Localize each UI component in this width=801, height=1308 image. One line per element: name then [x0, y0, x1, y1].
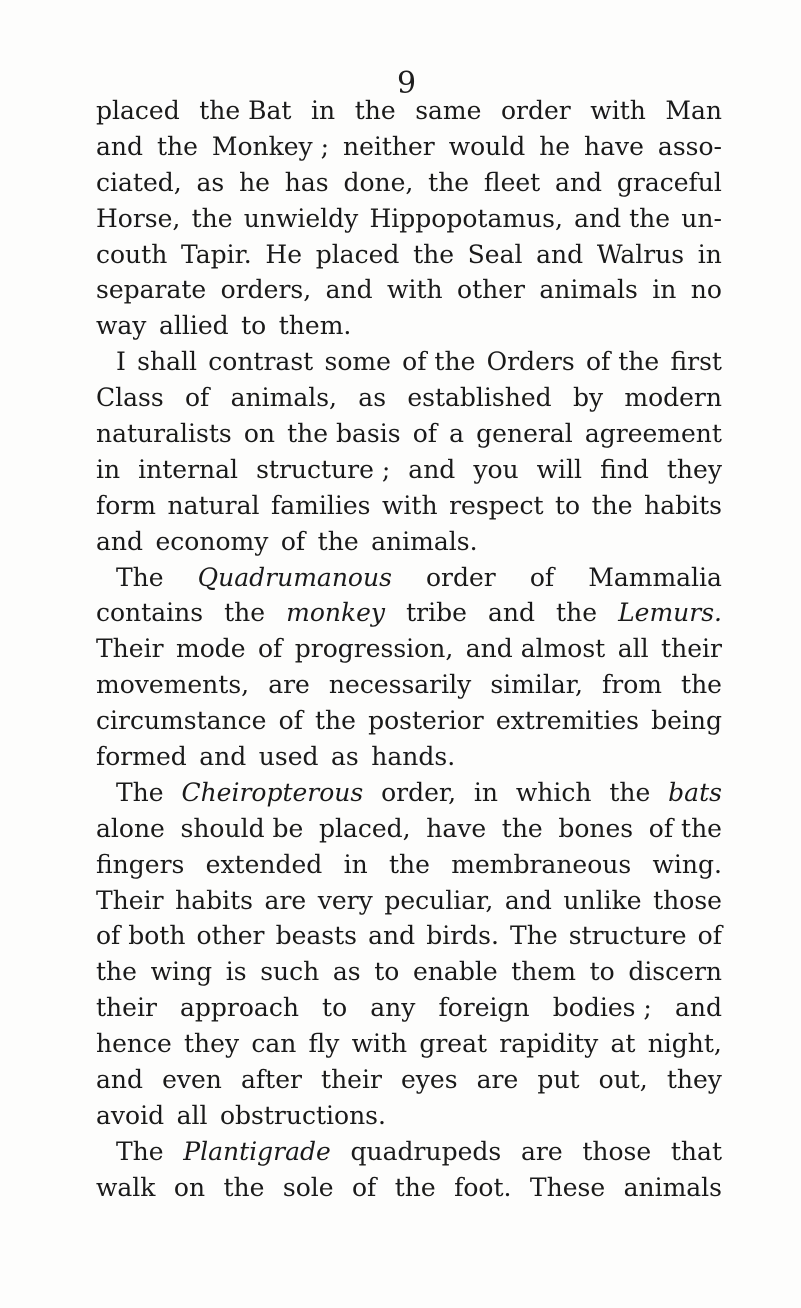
word: with	[590, 96, 646, 125]
word: quadrupeds	[350, 1136, 502, 1166]
word: would	[448, 131, 526, 161]
text-line	[96, 739, 722, 775]
text-line	[96, 344, 722, 380]
word: posterior	[368, 706, 484, 736]
word: families	[271, 490, 371, 520]
word: wing	[150, 957, 213, 987]
word: The	[116, 777, 164, 807]
word: contrast	[208, 347, 314, 377]
text-line	[96, 847, 722, 883]
word: obstructions.	[220, 1100, 386, 1130]
word: are	[520, 1136, 563, 1166]
word: contains	[96, 598, 204, 628]
word: structure	[568, 921, 687, 951]
word: and	[504, 885, 552, 915]
word: find	[600, 454, 649, 484]
word: way	[96, 311, 147, 341]
word: other	[457, 275, 525, 305]
word: you	[473, 454, 519, 484]
word: the	[428, 167, 470, 197]
page-number: 9	[396, 66, 417, 101]
word: other	[196, 921, 265, 951]
word: as	[331, 742, 359, 772]
word: animals,	[230, 383, 337, 413]
word: and the	[574, 203, 671, 233]
word: in	[473, 777, 499, 807]
word: unwieldy	[243, 203, 359, 233]
word: of	[278, 706, 303, 736]
word: shall	[137, 347, 197, 377]
word: fleet	[483, 167, 541, 197]
word: have	[426, 813, 487, 843]
word: orders,	[220, 275, 312, 305]
word: they	[184, 1029, 240, 1059]
word: the	[224, 598, 266, 628]
text-line	[96, 129, 722, 165]
word: of	[280, 526, 306, 556]
italic-word: bats	[668, 777, 722, 807]
word: bones	[558, 813, 634, 843]
word: respect	[449, 490, 544, 520]
word: These	[529, 1172, 606, 1202]
word: the	[354, 96, 396, 125]
word: enable	[413, 957, 498, 987]
word: neither	[342, 131, 435, 161]
word: no	[690, 275, 722, 305]
word: as	[196, 167, 225, 197]
word: the	[96, 957, 137, 987]
word: a	[449, 419, 465, 449]
word: animals	[623, 1172, 722, 1202]
word: all	[176, 1100, 208, 1130]
word: with	[382, 490, 438, 520]
word: animals.	[371, 526, 478, 556]
text-line	[96, 954, 722, 990]
word: similar,	[490, 670, 583, 700]
word: has	[284, 167, 329, 197]
word: ciated,	[96, 167, 182, 197]
word: night,	[647, 1029, 722, 1059]
word: will	[536, 454, 583, 484]
word: and	[96, 526, 144, 556]
word: extended	[205, 849, 323, 879]
body-text	[96, 93, 722, 1206]
word: formed	[96, 742, 187, 772]
text-line	[96, 1170, 722, 1206]
word: Horse,	[96, 203, 181, 233]
word: first	[670, 347, 722, 377]
word: economy	[155, 526, 269, 556]
word: placed	[96, 96, 180, 125]
word: modern	[624, 383, 722, 413]
word: at	[610, 1029, 636, 1059]
word: Mammalia	[588, 562, 722, 592]
text-line	[96, 1098, 722, 1134]
word: all	[617, 634, 649, 664]
italic-word: Quadrumanous	[197, 562, 392, 592]
word: The	[116, 1136, 164, 1166]
word: internal	[138, 454, 239, 484]
word: of	[185, 383, 210, 413]
word: on	[173, 1172, 206, 1202]
word: rapidity	[499, 1029, 599, 1059]
word: and	[536, 239, 584, 269]
word: un-	[681, 203, 722, 233]
word: to	[322, 993, 348, 1023]
word: to	[555, 490, 581, 520]
word: and almost	[465, 634, 606, 664]
text-line	[96, 811, 722, 847]
word: hands.	[371, 742, 456, 772]
word: structure ;	[256, 454, 391, 484]
word: should be	[180, 813, 304, 843]
word: Walrus	[596, 239, 685, 269]
text-line	[96, 416, 722, 452]
word: approach	[180, 993, 299, 1023]
word: as	[332, 957, 361, 987]
word: naturalists	[96, 419, 232, 449]
word: eyes	[401, 1065, 458, 1095]
word: the	[315, 706, 356, 736]
word: agreement	[584, 419, 722, 449]
word: the	[389, 849, 430, 879]
word: of the	[402, 347, 476, 377]
word: The	[116, 562, 164, 592]
word: they	[666, 1065, 722, 1095]
word: and	[674, 993, 722, 1023]
word: I	[116, 347, 126, 377]
word: walk	[96, 1172, 156, 1202]
word: and	[325, 275, 373, 305]
word: order	[500, 96, 571, 125]
word: even	[162, 1065, 222, 1095]
word: to	[241, 311, 267, 341]
word: of	[412, 419, 438, 449]
word: great	[419, 1029, 488, 1059]
word: beasts	[275, 921, 358, 951]
text-line	[96, 883, 722, 919]
text-line	[96, 488, 722, 524]
text-line	[96, 93, 722, 129]
word: they	[666, 454, 722, 484]
word: separate	[96, 275, 207, 305]
word: the	[413, 239, 455, 269]
word: Seal	[467, 239, 523, 269]
word: in	[343, 849, 368, 879]
word: of	[697, 921, 722, 951]
word: the	[609, 777, 651, 807]
word: he	[539, 131, 571, 161]
word: on	[243, 419, 275, 449]
word: Man	[665, 96, 722, 125]
word: them.	[278, 311, 352, 341]
word: have	[584, 131, 644, 161]
word: He	[265, 239, 303, 269]
word: form	[96, 490, 156, 520]
word: wing.	[652, 849, 722, 879]
word: their	[661, 634, 722, 664]
word: with	[387, 275, 443, 305]
word: the	[394, 1172, 436, 1202]
word: The	[510, 921, 558, 951]
word: in	[311, 96, 336, 125]
word: habits	[175, 885, 253, 915]
word: order,	[381, 777, 457, 807]
word: out,	[598, 1065, 648, 1095]
word: and	[96, 1065, 144, 1095]
word: and	[555, 167, 603, 197]
word: their	[321, 1065, 382, 1095]
word: habits	[644, 490, 722, 520]
word: the Bat	[199, 96, 292, 125]
word: and	[487, 598, 535, 628]
word: graceful	[616, 167, 722, 197]
word: birds.	[426, 921, 499, 951]
word: can	[251, 1029, 297, 1059]
word: movements,	[96, 670, 250, 700]
word: in	[652, 275, 677, 305]
word: established	[407, 383, 552, 413]
word: any	[370, 993, 416, 1023]
text-line	[96, 272, 722, 308]
word: mode	[175, 634, 246, 664]
word: the	[191, 203, 233, 233]
text-line	[96, 1134, 722, 1170]
word: general	[476, 419, 573, 449]
word: the	[501, 813, 543, 843]
text-line	[96, 308, 722, 344]
word: their	[96, 993, 157, 1023]
word: avoid	[96, 1100, 165, 1130]
word: them	[511, 957, 576, 987]
word: and	[408, 454, 456, 484]
word: Orders	[486, 347, 575, 377]
word: order	[426, 562, 496, 592]
word: those	[653, 885, 722, 915]
word: asso-	[657, 131, 722, 161]
text-line	[96, 201, 722, 237]
italic-word: Lemurs.	[618, 598, 722, 628]
word: some	[324, 347, 391, 377]
word: bodies ;	[552, 993, 652, 1023]
word: Their	[96, 885, 164, 915]
text-line	[96, 990, 722, 1026]
word: unlike	[563, 885, 642, 915]
word: peculiar,	[384, 885, 494, 915]
word: discern	[628, 957, 722, 987]
text-line	[96, 595, 722, 631]
word: of	[351, 1172, 377, 1202]
word: extremities	[495, 706, 639, 736]
word: the	[591, 490, 633, 520]
word: couth	[96, 239, 168, 269]
word: used	[258, 742, 319, 772]
word: of both	[96, 921, 186, 951]
word: to	[374, 957, 400, 987]
text-line	[96, 667, 722, 703]
word: those	[582, 1136, 652, 1166]
text-line	[96, 452, 722, 488]
word: membraneous	[451, 849, 632, 879]
word: hence	[96, 1029, 172, 1059]
word: very	[317, 885, 373, 915]
word: circumstance	[96, 706, 267, 736]
word: are	[268, 670, 310, 700]
word: are	[476, 1065, 519, 1095]
word: and	[96, 131, 144, 161]
word: sole	[282, 1172, 334, 1202]
word: foot.	[454, 1172, 512, 1202]
text-line	[96, 1026, 722, 1062]
word: foreign	[438, 993, 530, 1023]
word: the	[156, 131, 198, 161]
word: the	[223, 1172, 265, 1202]
word: such	[260, 957, 320, 987]
word: of	[529, 562, 555, 592]
word: placed,	[318, 813, 411, 843]
word: as	[358, 383, 387, 413]
text-line	[96, 524, 722, 560]
word: the	[681, 670, 722, 700]
word: animals	[539, 275, 638, 305]
text-line	[96, 1062, 722, 1098]
word: necessarily	[328, 670, 472, 700]
word: Hippopotamus,	[369, 203, 563, 233]
word: Monkey ;	[211, 131, 330, 161]
text-line	[96, 918, 722, 954]
word: tribe	[406, 598, 467, 628]
word: are	[264, 885, 307, 915]
word: which	[515, 777, 592, 807]
word: Tapir.	[180, 239, 252, 269]
text-line	[96, 165, 722, 201]
word: done,	[343, 167, 414, 197]
word: in	[96, 454, 121, 484]
word: the	[317, 526, 359, 556]
word: after	[241, 1065, 302, 1095]
word: put	[537, 1065, 580, 1095]
text-line	[96, 775, 722, 811]
word: Class	[96, 383, 164, 413]
word: being	[651, 706, 722, 736]
word: he	[239, 167, 270, 197]
text-line	[96, 631, 722, 667]
text-line	[96, 380, 722, 416]
word: fly	[308, 1029, 340, 1059]
word: of the	[648, 813, 722, 843]
word: in	[697, 239, 722, 269]
word: of	[258, 634, 283, 664]
text-line	[96, 560, 722, 596]
word: Their	[96, 634, 164, 664]
word: that	[670, 1136, 722, 1166]
italic-word: monkey	[286, 598, 386, 628]
word: the basis	[287, 419, 401, 449]
word: from	[601, 670, 662, 700]
word: with	[351, 1029, 408, 1059]
word: to	[589, 957, 615, 987]
italic-word: Cheiropterous	[181, 777, 364, 807]
text-line	[96, 703, 722, 739]
word: is	[225, 957, 247, 987]
word: of the	[585, 347, 660, 377]
word: and	[199, 742, 247, 772]
word: by	[572, 383, 604, 413]
word: natural	[167, 490, 260, 520]
word: placed	[315, 239, 400, 269]
word: the	[556, 598, 597, 628]
word: same	[415, 96, 482, 125]
word: allied	[158, 311, 229, 341]
word: alone	[96, 813, 165, 843]
text-line	[96, 237, 722, 273]
word: progression,	[294, 634, 454, 664]
word: fingers	[96, 849, 185, 879]
word: and	[368, 921, 416, 951]
italic-word: Plantigrade	[183, 1136, 331, 1166]
